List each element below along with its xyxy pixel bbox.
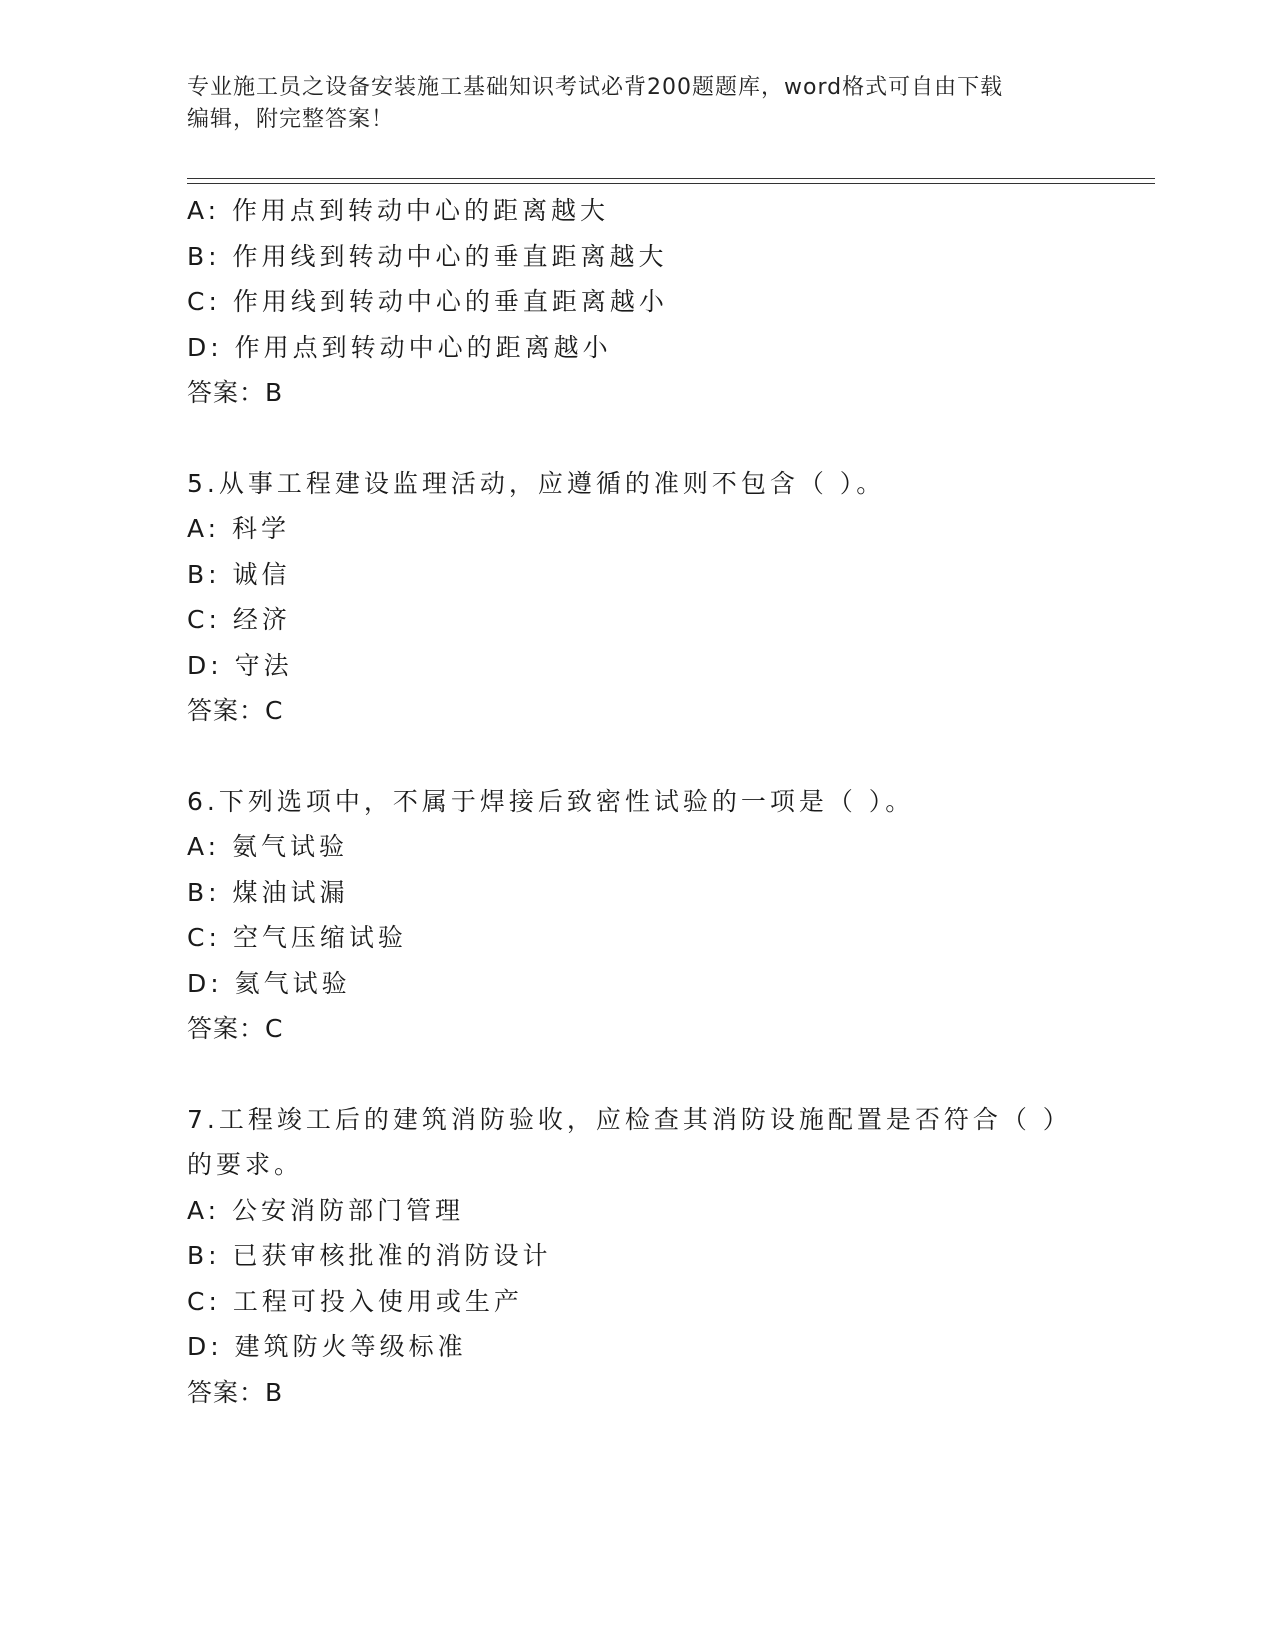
document-header: [187, 72, 1067, 136]
option-c: C: 作用线到转动中心的垂直距离越小: [187, 287, 668, 316]
answer-line: 答案：C: [187, 1014, 284, 1043]
option-b: B: 煤油试漏: [187, 877, 349, 907]
answer-line: 答案：B: [187, 378, 284, 407]
spacer: [187, 734, 1155, 779]
answer-line: 答案：C: [187, 696, 284, 725]
option-c: C: 工程可投入使用或生产: [187, 1286, 523, 1316]
question-7: [187, 1097, 1155, 1416]
question-5: [187, 461, 1155, 734]
option-d: D: 氦气试验: [187, 968, 351, 998]
header-title-line-2: 编辑，附完整答案！: [187, 107, 395, 132]
option-a: A: 公安消防部门管理: [187, 1195, 465, 1225]
option-a: A: 氨气试验: [187, 832, 349, 861]
option-d: D: 建筑防火等级标准: [187, 1332, 467, 1361]
option-a: A: 科学: [187, 514, 291, 543]
question-4: [187, 188, 1155, 416]
spacer: [187, 1052, 1155, 1097]
spacer: [187, 416, 1155, 461]
question-stem: 6.下列选项中，不属于焊接后致密性试验的一项是（ ）。: [187, 786, 915, 816]
option-b: B: 已获审核批准的消防设计: [187, 1241, 552, 1270]
option-c: C: 空气压缩试验: [187, 923, 407, 952]
option-d: D: 作用点到转动中心的距离越小: [187, 332, 612, 362]
option-d: D: 守法: [187, 650, 293, 680]
option-c: C: 经济: [187, 605, 291, 634]
option-b: B: 诚信: [187, 559, 291, 589]
option-b: B: 作用线到转动中心的垂直距离越大: [187, 241, 668, 271]
header-title-line-1: 专业施工员之设备安装施工基础知识考试必背200题题库，word格式可自由下载: [187, 75, 1004, 100]
question-stem: 5.从事工程建设监理活动，应遵循的准则不包含（ ）。: [187, 468, 886, 498]
question-6: [187, 779, 1155, 1052]
header-divider: [187, 178, 1155, 184]
question-stem-line-2: 的要求。: [187, 1150, 304, 1179]
question-stem-line-1: 7.工程竣工后的建筑消防验收，应检查其消防设施配置是否符合（ ）: [187, 1104, 1072, 1134]
answer-line: 答案：B: [187, 1377, 284, 1407]
question-list: [187, 188, 1155, 1415]
option-a: A: 作用点到转动中心的距离越大: [187, 196, 610, 225]
